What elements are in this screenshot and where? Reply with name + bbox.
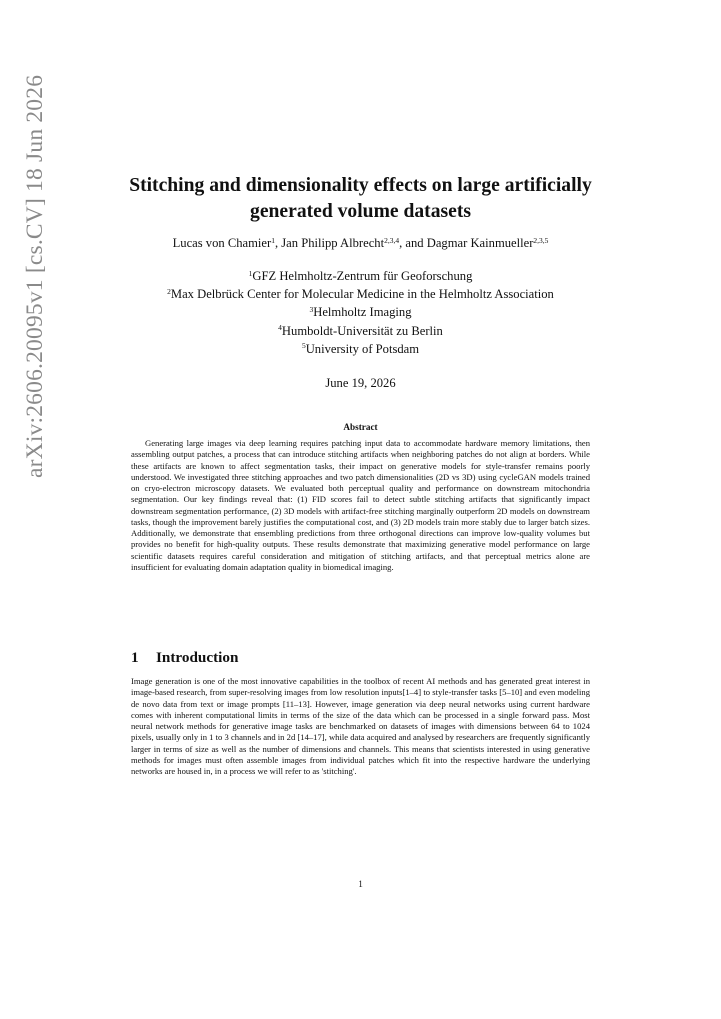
affiliation-name: Max Delbrück Center for Molecular Medicine in the Helmholtz Association	[170, 287, 554, 302]
section-number: 1	[131, 649, 139, 666]
section-title: Introduction	[156, 649, 239, 666]
author-list	[100, 235, 621, 253]
author-affiliation-mark: 2,3,5	[533, 235, 549, 245]
author-name: Dagmar Kainmueller	[426, 236, 534, 250]
affiliation-name: University of Potsdam	[305, 341, 420, 356]
author-name: Lucas von Chamier	[172, 236, 272, 250]
title-line-2: generated volume datasets	[250, 201, 471, 222]
affiliation-number: 1	[248, 268, 253, 278]
abstract-heading: Abstract	[343, 422, 378, 432]
affiliation-name: Humboldt-Universität zu Berlin	[281, 323, 443, 338]
affiliation	[100, 268, 621, 286]
affiliation	[100, 341, 621, 359]
introduction-paragraph: Image generation is one of the most innovative capabilities in the toolbox of recent AI methods and has generated great interest in image-based research, from super-resolving images from low resolution inputs[1–4] to style-transfer tasks [5–10] and even modeling de novo data from text or image prompts [11–13]. However, image generation via deep neural networks using current hardware comes with inherent computational limits in terms of the size of the data which can be processed in a single forward pass. Most neural network methods for generative image tasks are benchmarked on datasets of images with dimensions between 64 to 1024 pixels, usually only in 1 to 3 channels and in 2d [14–17], while data acquired and analysed by researchers are frequently significantly larger in terms of size as well as the number of dimensions and channels. This means that scientists interested in using generative methods for images must often assemble images from individual patches which fit into the respective hardware the underlying networks are housed in, in a process we will refer to as 'stitching'.	[131, 676, 590, 777]
paper-title	[100, 173, 621, 225]
affiliation-number: 3	[309, 304, 314, 314]
author-name: Jan Philipp Albrecht	[281, 236, 385, 250]
affiliation	[100, 286, 621, 304]
author-affiliation-mark: 2,3,4	[384, 235, 400, 245]
abstract-body: Generating large images via deep learning requires patching input data to accommodate hardware memory limitations, then assembling output patches, a process that can introduce stitching artifacts when neighboring patches do not align at borders. While these artifacts are known to affect segmentation tasks, their impact on generative models for style-transfer remains poorly understood. We investigated three stitching approaches and two patch dimensionalities (2D vs 3D) using cycleGAN models trained on cryo-electron microscopy datasets. We evaluated both perceptual quality and performance on downstream mitochondria segmentation. Our key findings reveal that: (1) FID scores fail to detect subtle stitching artifacts that significantly impact downstream segmentation performance, (2) 3D models with artifact-free stitching marginally outperform 2D models on downstream tasks, though the improvement barely justifies the computational cost, and (3) 2D models train more stably due to larger batch sizes. Additionally, we demonstrate that ensembling predictions from three orthogonal directions can improve low-quality volumes but provides no benefit for high-quality outputs. These results demonstrate that maximizing generative model performance on large scientific datasets requires careful consideration and mitigation of stitching artifacts, and that perceptual metrics alone are insufficient for evaluating domain adaptation quality in biomedical imaging.	[131, 438, 590, 572]
affiliation-number: 2	[167, 286, 171, 296]
affiliation-name: Helmholtz Imaging	[313, 305, 412, 320]
affiliation-list	[100, 268, 621, 359]
arxiv-identifier[interactable]: arXiv:2606.20095v1 [cs.CV] 18 Jun 2026	[22, 74, 48, 478]
title-line-1: Stitching and dimensionality effects on large artificially	[129, 175, 592, 196]
publication-date: June 19, 2026	[325, 376, 396, 390]
affiliation-name: GFZ Helmholtz-Zentrum für Geoforschung	[252, 269, 473, 283]
author-affiliation-mark: 1	[271, 235, 275, 245]
page-number: 1	[358, 879, 363, 889]
affiliation	[100, 323, 621, 341]
affiliation-number: 4	[278, 323, 282, 333]
section-heading-introduction	[131, 649, 590, 667]
author-separator: ,	[274, 236, 282, 250]
affiliation-number: 5	[301, 341, 306, 351]
author-separator: , and	[399, 236, 427, 250]
affiliation	[100, 304, 621, 322]
